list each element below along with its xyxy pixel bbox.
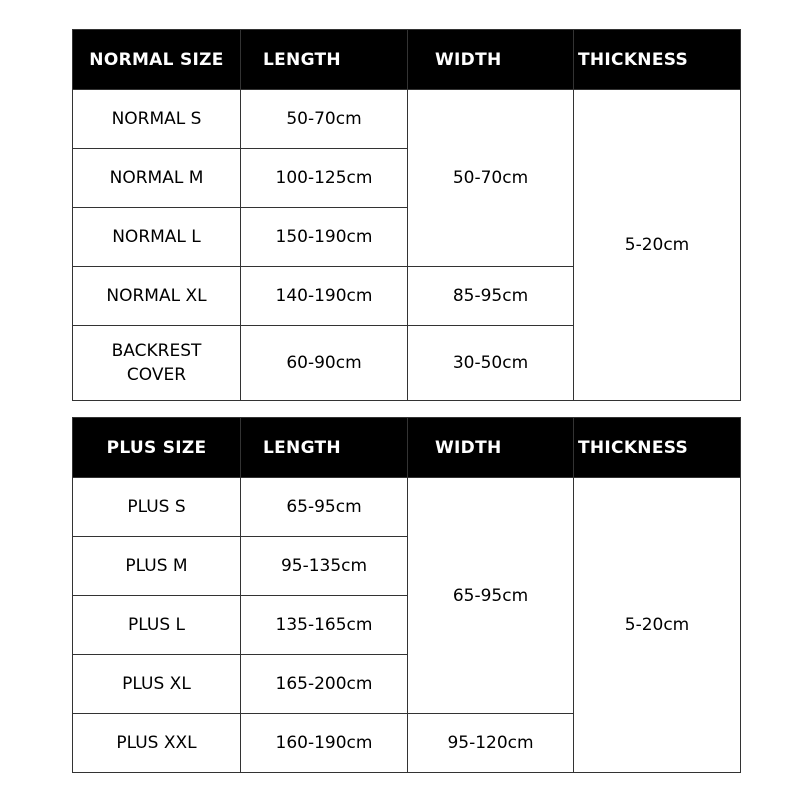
thickness-cell: 5-20cm — [574, 478, 741, 773]
width-cell: 50-70cm — [408, 90, 574, 267]
size-cell: NORMAL S — [73, 90, 241, 149]
length-cell: 100-125cm — [241, 149, 408, 208]
header-width: WIDTH — [408, 30, 574, 90]
length-cell: 140-190cm — [241, 267, 408, 326]
length-cell: 60-90cm — [241, 326, 408, 401]
header-width: WIDTH — [408, 418, 574, 478]
length-cell: 65-95cm — [241, 478, 408, 537]
header-thickness: THICKNESS — [574, 418, 741, 478]
size-cell: NORMAL XL — [73, 267, 241, 326]
size-cell — [73, 326, 241, 401]
header-size: PLUS SIZE — [73, 418, 241, 478]
length-cell: 95-135cm — [241, 537, 408, 596]
size-cell: PLUS XL — [73, 655, 241, 714]
length-cell: 165-200cm — [241, 655, 408, 714]
table-header-row — [73, 418, 741, 478]
width-cell: 95-120cm — [408, 714, 574, 773]
size-cell: PLUS XXL — [73, 714, 241, 773]
size-label-line: BACKREST — [111, 341, 202, 361]
size-cell: PLUS L — [73, 596, 241, 655]
header-length: LENGTH — [241, 30, 408, 90]
length-cell: 150-190cm — [241, 208, 408, 267]
size-cell: NORMAL L — [73, 208, 241, 267]
length-cell: 135-165cm — [241, 596, 408, 655]
size-label — [112, 339, 202, 387]
table-row — [73, 90, 741, 149]
size-cell: PLUS S — [73, 478, 241, 537]
header-thickness: THICKNESS — [574, 30, 741, 90]
table-row — [73, 478, 741, 537]
normal-size-table — [72, 29, 741, 401]
size-cell: NORMAL M — [73, 149, 241, 208]
length-cell: 160-190cm — [241, 714, 408, 773]
header-length: LENGTH — [241, 418, 408, 478]
size-cell: PLUS M — [73, 537, 241, 596]
thickness-cell: 5-20cm — [574, 90, 741, 401]
table-header-row — [73, 30, 741, 90]
plus-size-table — [72, 417, 741, 773]
width-cell: 30-50cm — [408, 326, 574, 401]
length-cell: 50-70cm — [241, 90, 408, 149]
header-size: NORMAL SIZE — [73, 30, 241, 90]
width-cell: 65-95cm — [408, 478, 574, 714]
width-cell: 85-95cm — [408, 267, 574, 326]
size-label-line: COVER — [126, 365, 187, 385]
